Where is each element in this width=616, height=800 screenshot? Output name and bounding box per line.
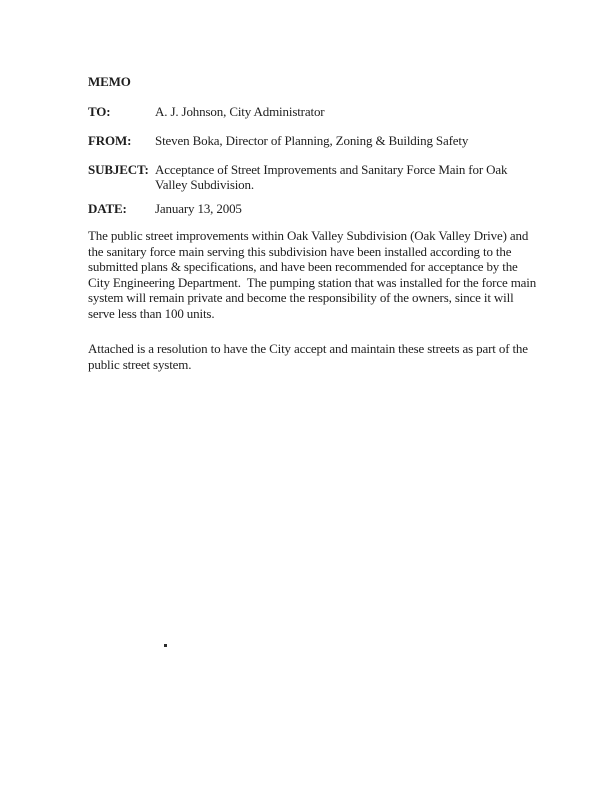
memo-title: MEMO [88,74,131,89]
date-value: January 13, 2005 [155,200,242,216]
to-value: A. J. Johnson, City Administrator [155,103,325,119]
subject-value: Acceptance of Street Improvements and Sanitary Force Main for Oak Valley Subdivision. [155,161,511,192]
subject-label: SUBJECT: [88,161,149,177]
to-label: TO: [88,103,111,119]
from-value: Steven Boka, Director of Planning, Zoning & Building Safety [155,133,469,148]
memo-field-subject [88,162,540,193]
from-label: FROM: [88,133,132,148]
memo-field-to [88,104,540,120]
scan-speck-artifact [164,644,167,647]
memo-content [88,74,540,392]
body-paragraph-2: Attached is a resolution to have the City accept and maintain these streets as part of the public street system. [88,341,532,372]
memo-field-from [88,133,540,149]
body-paragraph-1: The public street improvements within Oak Valley Subdivision (Oak Valley Drive) and the sanitary force main serving this subdivision have been installed according to the submitted plans & specifications, and have been recommended for acceptance by the City Engineering Department. The pumping station that was installed for the force main system will remain private and become the responsibility of the owners, since it will serve less than 100 units. [88,228,540,321]
date-label: DATE: [88,200,127,216]
memo-field-date [88,201,540,217]
